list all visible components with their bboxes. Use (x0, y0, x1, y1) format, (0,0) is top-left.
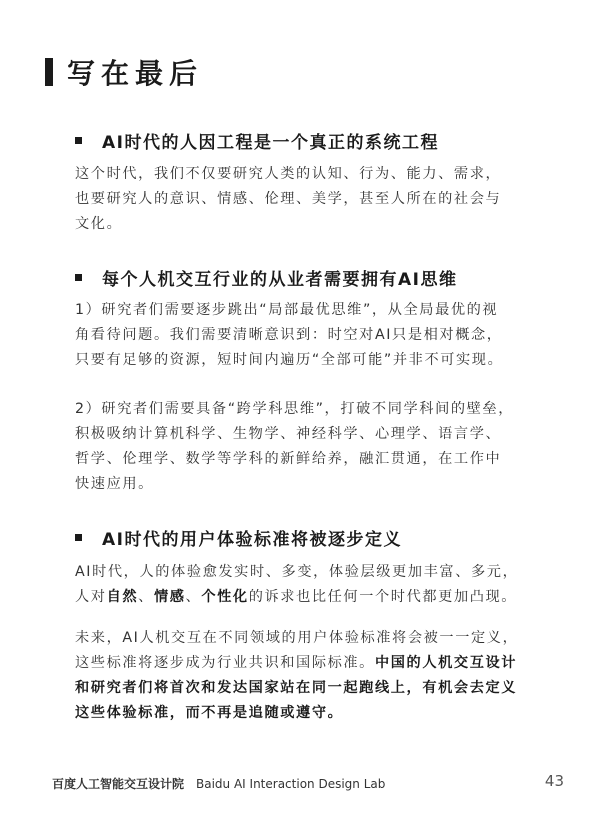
text-line: AI时代，人的体验愈发实时、多变，体验层级更加丰富、多元， (75, 564, 519, 580)
text-line (75, 651, 545, 676)
text-line: 快速应用。 (75, 476, 154, 492)
footer-org-cn: 百度人工智能交互设计院 (52, 777, 185, 791)
emphasis: 自然 (106, 589, 139, 605)
text-span: 的诉求也比任何一个时代都更加凸现。 (248, 589, 518, 605)
bullet-icon (75, 274, 82, 281)
section-heading-3 (75, 525, 402, 550)
footer (52, 775, 385, 792)
paragraph (75, 626, 545, 726)
text-line: 未来，AI人机交互在不同领域的用户体验标准将会被一一定义， (75, 630, 519, 646)
title-marker (45, 58, 53, 86)
section-title: AI时代的用户体验标准将被逐步定义 (102, 530, 402, 550)
text-line: 角看待问题。我们需要清晰意识到：时空对AI只是相对概念， (75, 327, 503, 343)
text-line: 2）研究者们需要具备“跨学科思维”，打破不同学科间的壁垒， (75, 401, 515, 417)
section-heading-1 (75, 128, 439, 153)
text-line: 和研究者们将首次和发达国家站在同一起跑线上，有机会去定义 (75, 680, 518, 696)
text-span: 、 (138, 589, 154, 605)
page-title-row (45, 52, 203, 92)
text-line: 1）研究者们需要逐步跳出“局部最优思维”，从全局最优的视 (75, 302, 499, 318)
text-span: 这些标准将逐步成为行业共识和国际标准。 (75, 655, 375, 671)
paragraph (75, 298, 545, 373)
text-line: 文化。 (75, 216, 123, 232)
text-line: 哲学、伦理学、数学等学科的新鲜给养，融汇贯通，在工作中 (75, 451, 502, 467)
text-line: 这个时代，我们不仅要研究人类的认知、行为、能力、需求， (75, 166, 502, 182)
text-line: 也要研究人的意识、情感、伦理、美学，甚至人所在的社会与 (75, 191, 502, 207)
text-span: 、 (185, 589, 202, 605)
section-title: AI时代的人因工程是一个真正的系统工程 (102, 133, 439, 153)
text-line: 积极吸纳计算机科学、生物学、神经科学、心理学、语言学、 (75, 426, 502, 442)
section-heading-2 (75, 265, 457, 290)
text-line: 这些体验标准，而不再是追随或遵守。 (75, 705, 344, 721)
paragraph (75, 560, 545, 610)
footer-org-en: Baidu AI Interaction Design Lab (196, 776, 386, 791)
bullet-icon (75, 137, 82, 144)
bullet-icon (75, 534, 82, 541)
emphasis: 中国的人机交互设计 (374, 655, 518, 671)
text-span: 人对 (75, 589, 107, 605)
emphasis: 情感 (153, 589, 186, 605)
paragraph (75, 397, 545, 497)
page-number: 43 (544, 772, 564, 790)
text-line: 只要有足够的资源，短时间内遍历“全部可能”并非不可实现。 (75, 352, 504, 368)
section-title: 每个人机交互行业的从业者需要拥有AI思维 (102, 270, 458, 290)
page-title: 写在最后 (67, 57, 204, 90)
text-line (75, 585, 545, 610)
paragraph (75, 162, 545, 237)
emphasis: 个性化 (201, 589, 249, 605)
